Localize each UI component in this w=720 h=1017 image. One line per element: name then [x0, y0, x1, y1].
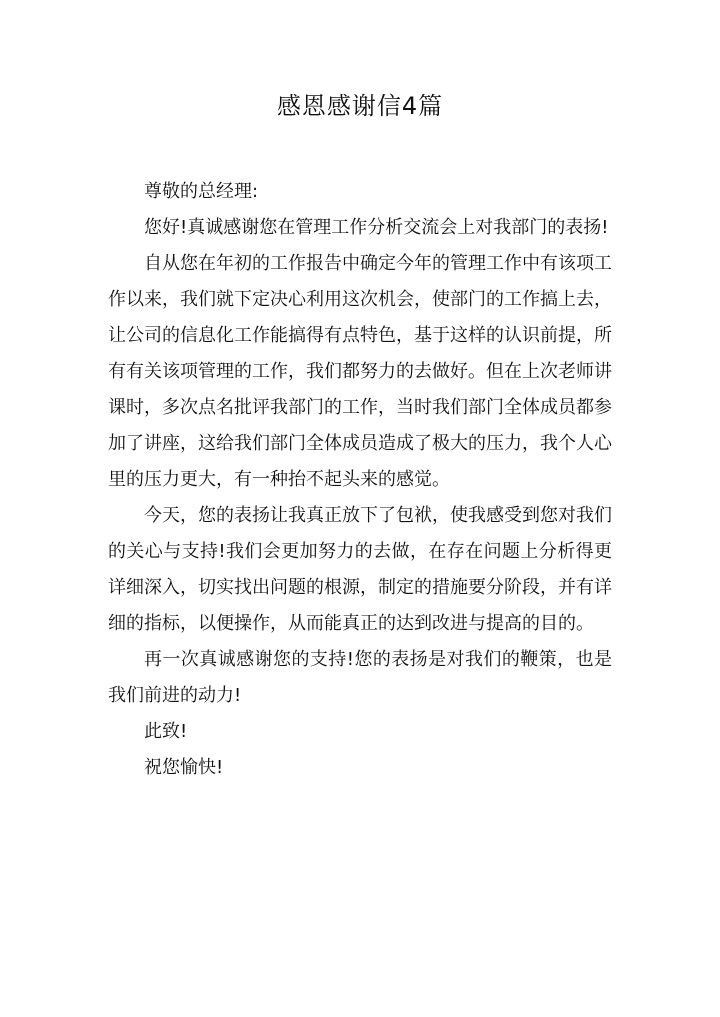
letter-body: [108, 174, 612, 786]
paragraph-background: 自从您在年初的工作报告中确定今年的管理工作中有该项工作以来，我们就下定决心利用这次机会，使部门的工作搞上去，让公司的信息化工作能搞得有点特色，基于这样的认识前提，所有有关该项管理的工作，我们都努力的去做好。但在上次老师讲课时，多次点名批评我部门的工作，当时我们部门全体成员都参加了讲座，这给我们部门全体成员造成了极大的压力，我个人心里的压力更大，有一种抬不起头来的感觉。: [108, 253, 612, 490]
closing-wish: 祝您愉快!: [144, 757, 224, 778]
document-title: 感恩感谢信4篇: [276, 92, 444, 120]
paragraph-greeting: 您好!真诚感谢您在管理工作分析交流会上对我部门的表扬!: [144, 217, 609, 238]
paragraph-response: 今天，您的表扬让我真正放下了包袱，使我感受到您对我们的关心与支持!我们会更加努力的去做，在存在问题上分析得更详细深入，切实找出问题的根源，制定的措施要分阶段，并有详细的指标，以便操作，从而能真正的达到改进与提高的目的。: [108, 505, 612, 634]
closing-regards: 此致!: [144, 721, 188, 742]
salutation: 尊敬的总经理:: [144, 181, 259, 202]
paragraph-thanks: 再一次真诚感谢您的支持!您的表扬是对我们的鞭策，也是我们前进的动力!: [108, 649, 612, 706]
